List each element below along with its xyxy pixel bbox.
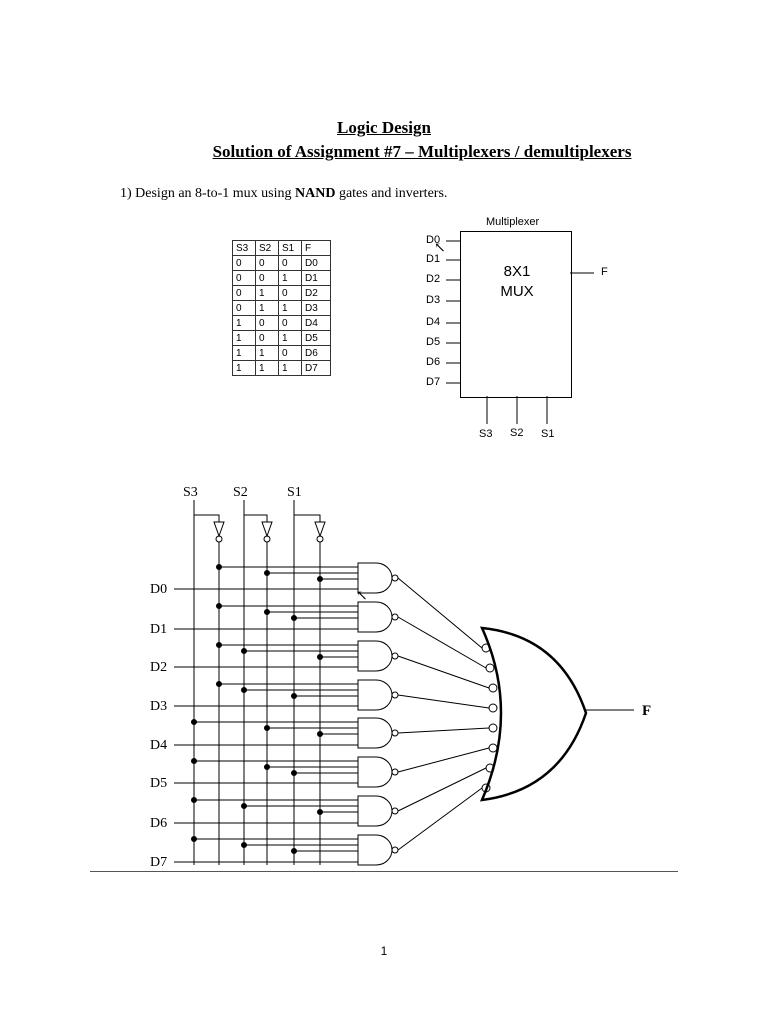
question-prefix: 1) Design an 8-to-1 mux using [120, 186, 295, 201]
gate-output-wire [398, 656, 489, 688]
inverter-gate [262, 522, 272, 536]
nand-bubble [392, 614, 398, 620]
truth-cell: 0 [233, 271, 256, 286]
junction-dot [292, 771, 297, 776]
nand-bubble [392, 575, 398, 581]
junction-dot [242, 688, 247, 693]
circuit-data-label: D6 [150, 816, 168, 831]
junction-dot [318, 732, 323, 737]
truth-cell: 0 [233, 256, 256, 271]
junction-dot [265, 765, 270, 770]
truth-cell: 0 [256, 256, 279, 271]
junction-dot [217, 643, 222, 648]
truth-cell: 1 [233, 346, 256, 361]
nand-bubble [392, 808, 398, 814]
mux-label-line2: MUX [500, 283, 534, 300]
truth-cell: 1 [279, 331, 302, 346]
nand-circuit [0, 470, 768, 870]
nand-gate [358, 835, 392, 865]
mux-title: Multiplexer [486, 216, 540, 228]
mouse-pointer-icon: ↖ [356, 589, 368, 604]
mux-select-label: S3 [479, 428, 493, 440]
junction-dot [242, 804, 247, 809]
gate-output-wire [398, 748, 489, 772]
select-branch [244, 515, 267, 522]
inverter-gate [214, 522, 224, 536]
junction-dot [292, 694, 297, 699]
or-input-bubble [489, 724, 497, 732]
junction-dot [318, 577, 323, 582]
truth-cell: 1 [233, 316, 256, 331]
select-branch [294, 515, 320, 522]
mux-select-label: S2 [510, 427, 524, 439]
circuit-data-label: D1 [150, 622, 168, 637]
junction-dot [217, 604, 222, 609]
junction-dot [242, 649, 247, 654]
junction-dot [318, 810, 323, 815]
truth-cell: 1 [279, 271, 302, 286]
truth-header-cell: F [302, 241, 331, 256]
junction-dot [192, 798, 197, 803]
junction-dot [192, 759, 197, 764]
junction-dot [192, 837, 197, 842]
junction-dot [217, 565, 222, 570]
nand-gate [358, 602, 392, 632]
nand-gate [358, 641, 392, 671]
mux-input-label: D2 [426, 273, 441, 285]
mux-input-label: D6 [426, 356, 441, 368]
junction-dot [265, 610, 270, 615]
nand-gate [358, 680, 392, 710]
nand-bubble [392, 847, 398, 853]
or-input-bubble [489, 704, 497, 712]
junction-dot [217, 682, 222, 687]
gate-output-wire [398, 578, 482, 648]
or-input-bubble [486, 664, 494, 672]
nand-gate [358, 796, 392, 826]
question-suffix: gates and inverters. [335, 186, 448, 201]
nand-bubble [392, 692, 398, 698]
truth-cell: D1 [302, 271, 331, 286]
junction-dot [192, 720, 197, 725]
truth-cell: 0 [279, 256, 302, 271]
truth-header-cell: S3 [233, 241, 256, 256]
truth-cell: D7 [302, 361, 331, 376]
document-title: Logic Design [337, 118, 431, 137]
mux-input-label: D1 [426, 253, 441, 265]
truth-cell: 0 [279, 316, 302, 331]
question-bold: NAND [294, 186, 336, 201]
circuit-data-label: D5 [150, 776, 168, 791]
select-branch [194, 515, 219, 522]
truth-cell: 1 [256, 286, 279, 301]
circuit-select-label: S3 [183, 485, 198, 500]
truth-cell: 1 [279, 301, 302, 316]
gate-output-wire [398, 728, 489, 733]
mux-block-wires [0, 0, 768, 470]
truth-cell: D3 [302, 301, 331, 316]
truth-cell: 1 [256, 346, 279, 361]
or-input-bubble [489, 744, 497, 752]
truth-cell: D5 [302, 331, 331, 346]
mux-label-line1: 8X1 [503, 263, 531, 280]
truth-cell: D4 [302, 316, 331, 331]
truth-cell: 1 [279, 361, 302, 376]
nand-bubble [392, 769, 398, 775]
junction-dot [318, 655, 323, 660]
circuit-data-label: D0 [150, 582, 168, 597]
mux-input-label: D0 [426, 234, 441, 246]
truth-cell: 0 [279, 346, 302, 361]
mux-output-label: F [601, 266, 608, 278]
truth-cell: 1 [256, 361, 279, 376]
junction-dot [265, 571, 270, 576]
or-gate [482, 628, 586, 800]
mux-input-label: D4 [426, 316, 441, 328]
circuit-select-label: S2 [233, 485, 248, 500]
truth-cell: 0 [233, 301, 256, 316]
mux-input-label: D7 [426, 376, 441, 388]
truth-cell: 0 [233, 286, 256, 301]
page-number: 1 [380, 944, 388, 958]
circuit-data-label: D4 [150, 738, 168, 753]
circuit-output-label: F [642, 703, 652, 719]
mux-select-label: S1 [541, 428, 555, 440]
gate-output-wire [398, 695, 489, 708]
circuit-data-label: D2 [150, 660, 168, 675]
inverter-gate [315, 522, 325, 536]
junction-dot [265, 726, 270, 731]
truth-cell: D6 [302, 346, 331, 361]
nand-gate [358, 718, 392, 748]
gate-output-wire [398, 788, 482, 850]
circuit-data-label: D3 [150, 699, 168, 714]
or-input-bubble [489, 684, 497, 692]
truth-cell: 1 [233, 361, 256, 376]
junction-dot [292, 849, 297, 854]
gate-output-wire [398, 768, 486, 811]
mouse-pointer-icon: ↖ [434, 241, 446, 256]
footer-rule [90, 871, 678, 872]
truth-cell: 1 [233, 331, 256, 346]
truth-cell: 1 [256, 301, 279, 316]
circuit-data-label: D7 [150, 855, 168, 870]
circuit-select-label: S1 [287, 485, 302, 500]
nand-bubble [392, 653, 398, 659]
junction-dot [292, 616, 297, 621]
truth-cell: 0 [279, 286, 302, 301]
nand-gate [358, 757, 392, 787]
junction-dot [242, 843, 247, 848]
truth-cell: 0 [256, 316, 279, 331]
truth-header-cell: S2 [256, 241, 279, 256]
truth-cell: D0 [302, 256, 331, 271]
truth-cell: 0 [256, 271, 279, 286]
truth-cell: D2 [302, 286, 331, 301]
document-subtitle: Solution of Assignment #7 – Multiplexers / demultiplexers [212, 142, 632, 161]
mux-input-label: D3 [426, 294, 441, 306]
truth-header-cell: S1 [279, 241, 302, 256]
mux-input-label: D5 [426, 336, 441, 348]
truth-cell: 0 [256, 331, 279, 346]
nand-bubble [392, 730, 398, 736]
